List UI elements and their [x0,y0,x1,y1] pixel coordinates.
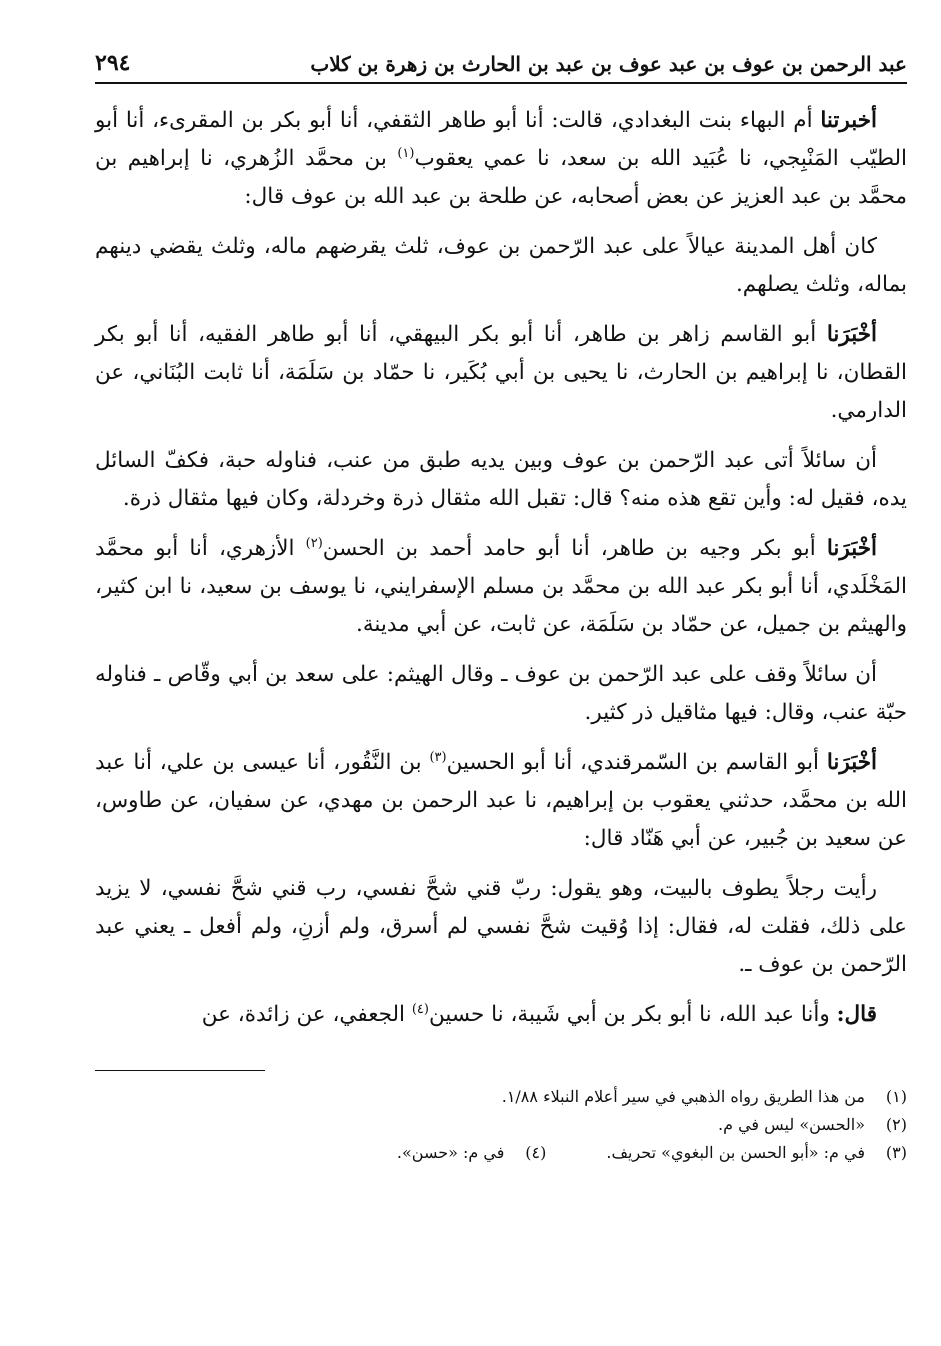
paragraph-text: أم البهاء بنت البغدادي، قالت: أنا أبو طاهر الثقفي، أنا أبو بكر بن المقرىء، أنا أبو الطيّب المَنْبِجي، نا عُبَيد الله بن سعد، نا عمي يعقوب [95,108,907,171]
body-text [95,102,907,1034]
paragraph [95,744,907,858]
paragraph-text: بن النَّقُور، أنا عيسى بن علي، أنا عبد الله بن محمَّد، حدثني يعقوب بن إبراهيم، نا عبد الرحمن بن مهدي، عن سفيان، عن طاوس، عن سعيد بن جُبير، عن أبي هَنّاد قال: [95,750,907,851]
paragraph-text: أن سائلاً وقف على عبد الرّحمن بن عوف ـ وقال الهيثم: على سعد بن أبي وقّاص ـ فناوله حبّة عنب، وقال: فيها مثاقيل ذر كثير. [95,662,907,725]
chain-keyword: أخبرتنا [820,108,877,133]
footnote-text: في م: «أبو الحسن بن البغوي» تحريف. [606,1143,865,1162]
paragraph-text: أبو القاسم زاهر بن طاهر، أنا أبو بكر البيهقي، أنا أبو طاهر الفقيه، أنا أبو بكر القطان، نا إبراهيم بن الحارث، نا يحيى بن أبي بُكَير، نا حمّاد بن سَلَمَة، أنا ثابت البُنَاني، عن الدارمي. [95,322,907,423]
footnote-ref[interactable]: (١) [397,145,415,161]
paragraph-text: بن محمَّد الزُهري، نا إبراهيم بن محمَّد بن عبد العزيز عن بعض أصحابه، عن طلحة بن عبد الله بن عوف قال: [95,146,907,209]
footnote-number: (١) [885,1087,907,1106]
footnote-ref[interactable]: (٢) [305,535,323,551]
paragraph-text: الجعفي، عن زائدة، عن [201,1002,412,1027]
paragraph-text: كان أهل المدينة عيالاً على عبد الرّحمن بن عوف، ثلث يقرضهم ماله، وثلث يقضي دينهم بماله، وثلث يصلهم. [95,234,907,297]
footnote-text: من هذا الطريق رواه الذهبي في سير أعلام النبلاء ١/٨٨. [501,1087,865,1106]
footnote-text: «الحسن» ليس في م. [717,1115,865,1134]
footnote [397,1139,546,1167]
running-head [95,50,907,84]
paragraph [95,870,907,984]
paragraph-text: رأيت رجلاً يطوف بالبيت، وهو يقول: ربّ قني شحَّ نفسي، رب قني شحَّ نفسي، لا يزيد على ذلك، فقلت له، فقال: إذا وُقيت شحَّ نفسي لم أسرق، ولم أزنِ، ولم أفعل ـ يعني عبد الرّحمن بن عوف ـ. [95,876,907,977]
document-page [95,50,907,1167]
footnote-divider [95,1070,265,1071]
footnote [95,1083,907,1111]
footnote [606,1139,907,1167]
chain-keyword: قال: [836,1002,877,1027]
paragraph [95,228,907,304]
footnote-ref[interactable]: (٣) [429,749,447,765]
footnote-text: في م: «حسن». [396,1143,505,1162]
paragraph [95,656,907,732]
paragraph-text: أن سائلاً أتى عبد الرّحمن بن عوف وبين يديه طبق من عنب، فناوله حبة، فكفّ السائل يده، فقيل له: وأين تقع هذه منه؟ قال: تقبل الله مثقال ذرة وخردلة، وكان فيها مثقال ذرة. [95,448,907,511]
footnote-ref[interactable]: (٤) [411,1001,429,1017]
paragraph [95,102,907,216]
paragraph [95,442,907,518]
footnotes [95,1083,907,1167]
chain-keyword: أخْبَرَنا [826,750,877,775]
paragraph [95,530,907,644]
paragraph [95,316,907,430]
paragraph [95,996,907,1034]
paragraph-text: أبو بكر وجيه بن طاهر، أنا أبو حامد أحمد بن الحسن [322,536,827,561]
footnote-row [95,1139,907,1167]
running-title: عبد الرحمن بن عوف بن عبد عوف بن عبد بن الحارث بن زهرة بن كلاب [310,52,907,76]
chain-keyword: أخْبَرَنا [826,536,878,561]
footnote-number: (٢) [885,1115,907,1134]
chain-keyword: أخْبَرَنا [826,322,877,347]
page-number: ٢٩٤ [95,50,131,76]
footnote-number: (٤) [525,1143,547,1162]
footnote [95,1111,907,1139]
paragraph-text: وأنا عبد الله، نا أبو بكر بن أبي شَيبة، نا حسين [428,1002,837,1027]
footnote-number: (٣) [885,1143,907,1162]
paragraph-text: أبو القاسم بن السّمرقندي، أنا أبو الحسين [446,750,827,775]
paragraph-text: الأزهري، أنا أبو محمَّد المَخْلَدي، أنا أبو بكر عبد الله بن محمَّد بن مسلم الإسفرايني، نا يوسف بن سعيد، نا ابن كثير، والهيثم بن جميل، عن حمّاد بن سَلَمَة، عن ثابت، عن أبي مدينة. [95,536,907,637]
